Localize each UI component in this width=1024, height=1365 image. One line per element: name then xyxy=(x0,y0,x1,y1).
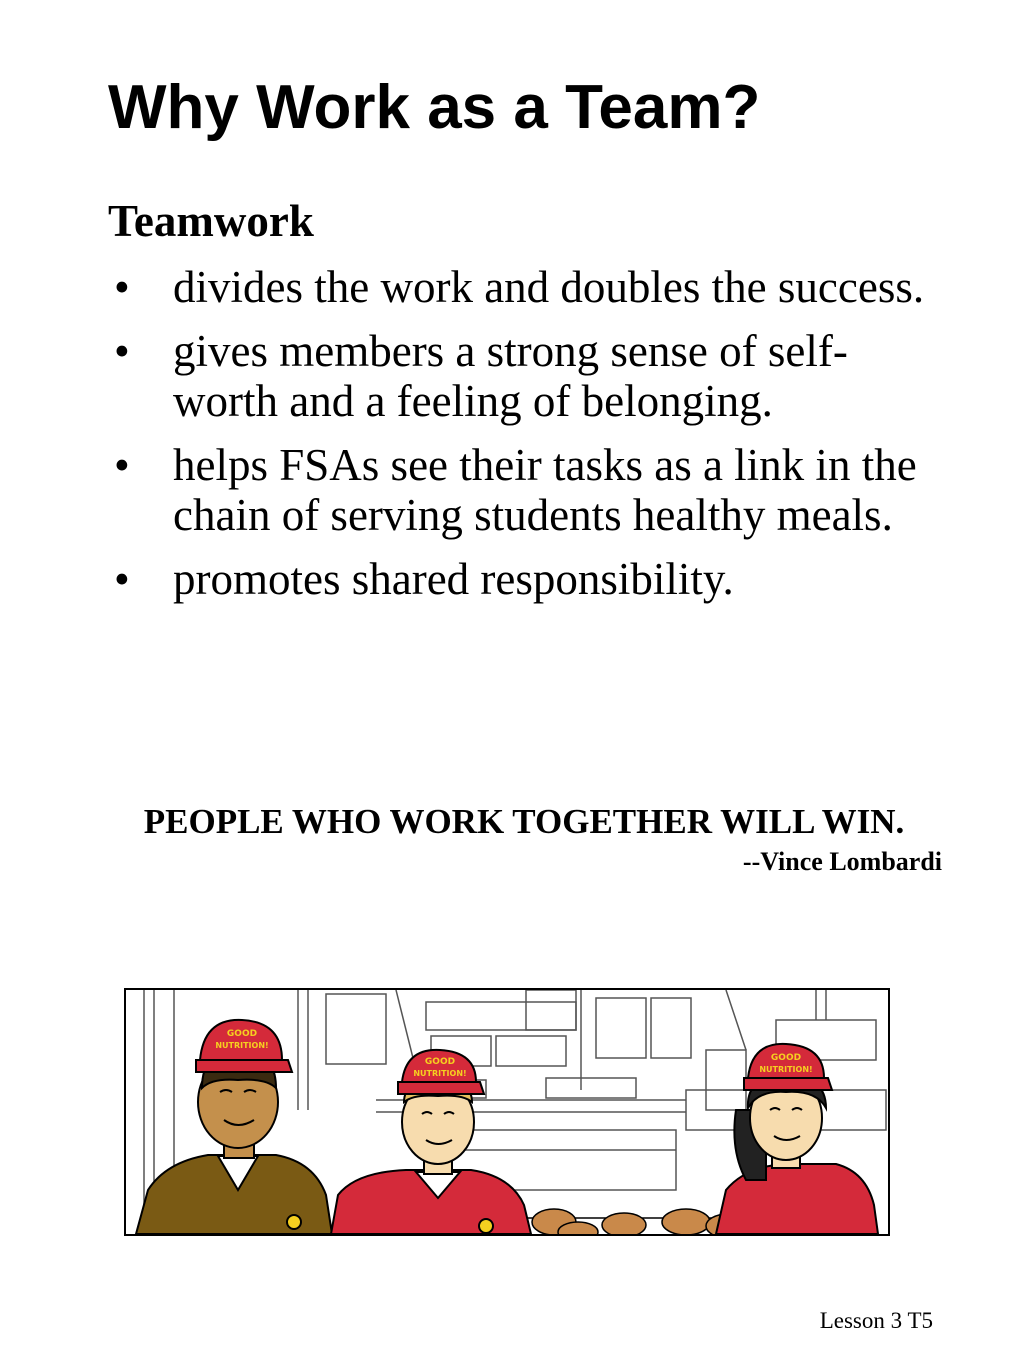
bullet-list xyxy=(108,262,938,618)
slide-title: Why Work as a Team? xyxy=(108,73,761,142)
subheading: Teamwork xyxy=(108,196,314,246)
bullet-marker: • xyxy=(114,262,130,312)
quote: PEOPLE WHO WORK TOGETHER WILL WIN. xyxy=(143,802,905,841)
bullet-text: promotes shared responsibility. xyxy=(173,554,734,604)
list-item xyxy=(108,326,938,426)
list-item xyxy=(108,554,938,604)
bullet-marker: • xyxy=(114,554,130,604)
hat-text-left-1: GOOD xyxy=(226,1029,258,1039)
worker-left xyxy=(136,1020,332,1234)
hat-text-right-2: NUTRITION! xyxy=(759,1065,813,1074)
bullet-marker: • xyxy=(114,326,130,376)
hat-text-right-1: GOOD xyxy=(770,1053,802,1063)
bullet-text: helps FSAs see their tasks as a link in the chain of serving students healthy meals. xyxy=(173,440,917,540)
list-item xyxy=(108,262,938,312)
hat-text-center-1: GOOD xyxy=(424,1057,456,1067)
hat-text-left-2: NUTRITION! xyxy=(215,1041,269,1050)
bullet-marker: • xyxy=(114,440,130,490)
bullet-text: divides the work and doubles the success. xyxy=(173,262,925,312)
list-item xyxy=(108,440,938,540)
cafeteria-workers-image xyxy=(126,990,888,1234)
lesson-footer: Lesson 3 T5 xyxy=(819,1308,933,1333)
hat-text-center-2: NUTRITION! xyxy=(413,1069,467,1078)
bullet-text: gives members a strong sense of self-worth and a feeling of belonging. xyxy=(173,326,848,426)
quote-attribution: --Vince Lombardi xyxy=(742,847,942,876)
team-illustration xyxy=(124,988,890,1236)
